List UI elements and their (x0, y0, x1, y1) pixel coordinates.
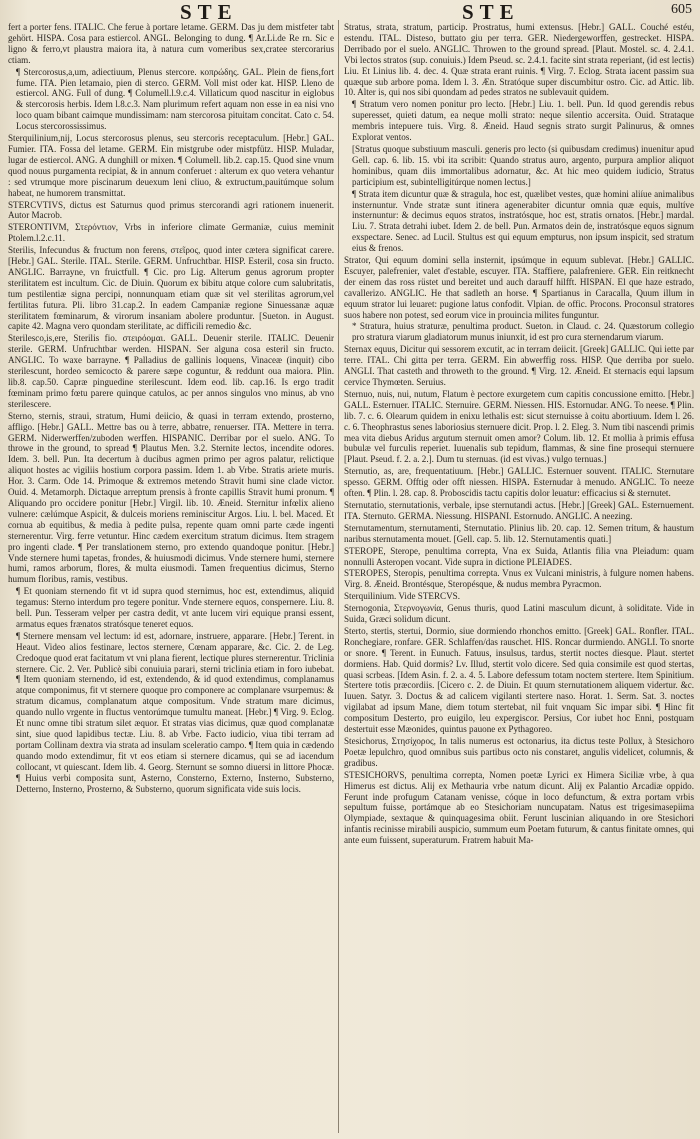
dictionary-entry: Sternutamentum, sternutamenti, Sternutatio. Plinius lib. 20. cap. 12. Semen tritum, & haustum naribus sternutamenta mouet. [Gell. cap. 5. lib. 12. Sternutamentis quati.] (344, 522, 694, 544)
dictionary-entry: Sternax equus, Dicitur qui sessorem excutit, ac in terram deiicit. [Greek] GALLIC. Qui iette par terre. ITAL. Chi gitta per terra. GERM. Ein abwerffig ross. HISP. Que derriba por suelo. ANGLI. That casteth and throweth to the ground. ¶ Virg. 12. Æneid. Et sternacis equi lapsum cervice Thymœten. Seruius. (344, 344, 694, 387)
dictionary-entry: Sternogonia, Στερνογωνία, Genus thuris, quod Latini masculum dicunt, à soliditate. Vide in Suida, Græci solidum dicunt. (344, 603, 694, 625)
page-number: 605 (671, 2, 692, 17)
dictionary-entry: ¶ Stercorosus,a,um, adiectiuum, Plenus stercore. κοπρώδης. GAL. Plein de fiens,fort fume. ITA. Pien letamaio, pien di sterco. GERM. Voll mist oder kat. HISP. Lleno de estiercol. ANG. Full of dung. ¶ Columell.l.9.c.4. Villaticum quod nascitur in eiglobus & stercorosis herbis. Idem l.8.c.3. Nam plurimum refert aquam non esse in ea nisi vno loco quam bibant caimque mundissimam: nam stercorosa pituitam concitat. Cato c. 54. Locus stercorossissimus. (16, 66, 334, 132)
dictionary-entry: STEROPES, Steropis, penultima correpta. Vnus ex Vulcani ministris, à fulgure nomen habens. Virg. 8. Æneid. Brontésque, Steropésque, & nudus membra Pyracmon. (344, 568, 694, 590)
dictionary-entry: Sterilesco,is,ere, Sterilis fio. στειρόομαι. GALL. Deuenir sterile. ITALIC. Deuenir sterile. GERM. Unfruchtbar werden. HISPAN. Ser alguna cosa esteril sin fructo. ANGLIC. To waxe barrayne. ¶ Palladius de gallinis loquens, Vinaceæ (inquit) cibo sterilescunt, hordeo semicocto & parere sæpe coguntur, & reddunt oua maiora. Plin. lib.8. cap.50. Capræ pinguedine sterilescunt. Idem eod. lib. cap.16. Is ergo tradit fœminam primo fœtu parere quinque catulos, ac per annos singulos vno minus, ab vno sterilescere. (8, 333, 334, 409)
dictionary-entry: STESICHORVS, penultima correpta, Nomen poetæ Lyrici ex Himera Siciliæ vrbe, à qua Himerus est dictus. Alij ex Methauria vrbe natum dicunt. Alij ex Palantio Arcadiæ oppido. Ferunt inde profugum Catanam venisse, cóque in loco defunctum, & extra portam vrbis sepultum fuisse, portámque ab eo Stesichoriam nuncupatam. Natus est trigesimasepiima Olympiade, sextaque & quinquagesima obiit. Ferunt luscinian aliquando in ore Stesichori infantis recinisse mirabili auspicio, summum eum Poetam futurum, & cantus finitate omnes, qui ante eum fuissent, superaturum. Fratrem habuit Ma- (344, 769, 694, 846)
right-column (344, 22, 694, 1133)
dictionary-entry: Stesichorus, Στησίχορος, In talis numerus est octonarius, ita dictus teste Pollux, à Stesichoro Poetæ lepulchro, quod omnibus suis partibus octo nis constaret, angulis videlicet, columnis, & gradibus. (344, 736, 694, 768)
dictionary-entry: ¶ Strata item dicuntur quæ & stragula, hoc est, quælibet vestes, quæ homini aliíue animalibus insternuntur. Vnde stratæ sunt itinera agenerabiter dicuntur omnia quæ equis, multíve insternuntur: & decimus equos stratos, instratósque, hoc est, stratis ornatos. [Hebr.] mardal. Liu. 7. Strata detrahi iubet. Idem 2. de bell. Pun. Armatos dein de, instratósque equos signum exspectare. Senec. ad Lucil. Stultus est qui equum empturus, non ipsum inspicit, sed stratum eius & frenos. (352, 188, 694, 254)
dictionary-entry: Strator, Qui equum domini sella insternit, ipsúmque in equum sublevat. [Hebr.] GALLIC. Escuyer, palefrenier, valet d'estable, escuyer. ITA. Staffiere, palafreniere. GER. Ein reitknecht der einem das ross rüstet und bereitet und auch darauff hilfft. HISPAN. El que haze estrado, cavallerizo. ANGLIC. He that sadleth an horse. ¶ Spartianus in Caracalla, Quum illum in equum strator lui leuaret: pugione latus confodit. Vlpian. de offic. Procons. Proconsul stratores suos habere non potest, sed eorum vice in prouincia milites funguntur. (344, 255, 694, 320)
dictionary-entry: STERCVTIVS, dictus est Saturnus quod primus stercorandi agri rationem inuenerit. Autor Macrob. (8, 199, 334, 221)
dictionary-entry: STERONTIVM, Στερόντιον, Vrbs in inferiore climate Germaniæ, cuius meminit Ptolem.l.2.c.11. (8, 222, 334, 244)
dictionary-entry: STEROPE, Sterope, penultima correpta, Vna ex Suida, Atlantis filia vna Pleiadum: quam nonnulli Asteropen vocant. Vide supra in dictione PLEIADES. (344, 545, 694, 567)
dictionary-entry: [Stratus quoque substiuum masculi. generis pro lecto (si quibusdam credimus) inuenitur apud Gell. cap. 6. lib. 15. vbi ita scribit: Quando stratus auro, argento, purpura amplior aliquot hominibus, quam diis immortalibus adornatur, &c. At hic meo quidem iudicio, Stratus participium est, subintelligitúrque nomen lectus.] (352, 143, 694, 187)
dictionary-entry: Sternutatio, sternutationis, verbale, ipse sternutandi actus. [Hebr.] [Greek] GAL. Esternuement. ITA. Sternuto. GERMA. Niessung. HISPANI. Estornudo. ANGLIC. A neezing. (344, 499, 694, 521)
dictionary-entry: Sternutio, as, are, frequentatiuum. [Hebr.] GALLIC. Esternuer souvent. ITALIC. Sternutare spesso. GERM. Offtig oder offt niessen. HISPA. Esternudar à menudo. ANGLIC. To neeze often. ¶ Plin. l. 28. cap. 8. Proboscidis tactu capitis dolor leuatur: efficacius si & sternutet. (344, 466, 694, 499)
header-right-word: STE (462, 0, 520, 24)
dictionary-entry: * Stratura, huius straturæ, penultima product. Sueton. in Claud. c. 24. Quæstorum collegio pro stratura viarum gladiatorum munus iniunxit, id est pro cura sternendarum viarum. (352, 321, 694, 343)
left-column (8, 22, 334, 1133)
dictionary-entry: Sterto, stertis, stertui, Dormio, siue dormiendo rhonchos emitto. [Greek] GAL. Ronfler. ITAL. Ronchegiare, ronfare. GER. Schlaffen/das rauschet. HIS. Roncar durmiendo. ANGLI. To snorte or snore. ¶ Terent. in Eunuch. Fatuus, insulsus, tardus, stertit noctes diesque. Plaut. stertet dormiens. Hab. Quid dormis? Lv. Illud, stertit volo dicere. Sed quia consimile est quod stertas, quasi scrbeas. [Idem Asin. f. 2. a. 4. 5. Labore defessum totam noctem stertere. Item Spinitium. Stertere totis præcordiis. [Cicero c. 2. de Diuin. Et quum sternutationem aliquem vidertur. &c. Iuuen. Satyr. 3. Doctus & ad calicem vigilanti stertere naso. Horat. 1. Serm. Sat. 3. noctes vigilabat ad ipsum Mane, diem totum stertebat, nil fuit vnquam Sic impar sibi. ¶ Hinc fit compositum Desterto, pro euigilo, leu expergiscor. Persius, Cor iubet hoc Enni, postquam destertuit esse Mæonides, quintus pauone ex Pythagoreo. (344, 625, 694, 735)
dictionary-entry: ¶ Sternere mensam vel lectum: id est, adornare, instruere, apparare. [Hebr.] Terent. in Heaut. Video alios festinare, lectos sternere, Cœnam apparare, &c. Cic. 2. de Leg. Credoque quod erat facitatum vt vni plana fierent, lectique plures sternerentur. Triclinia sternere. Cic. 2. Ver. Publicè sibi conuiuia parari, sterni triclinia etiam in foro iubebat. ¶ Item quoniam sternendo, id est, extendendo, & id quod extendimus, complanamus atque componimus, fit vt sternere quoque pro componere ac complanare vsurpemus: & stratum dicamus, complanatum atque compositum. Vnde stratum mare dicimus, quando nullo vrgente in fluctus ventorúmque tumultu maneat. [Hebr.] ¶ Virg. 9. Eclog. Et nunc omne tibi stratum silet æquor. Et stratas vias dicimus, quæ quod complanatæ sint, siue quod lapidibus tectæ. Liu. 8. ab Vrbe. Facto iudicio, viua tibi terram ad portam Collinam dextra via strata ad insulam sceleratio campo. ¶ Item quia in cædendo quando modo extendimur, fit vt eos etiam si sternere dicamus, qui se ad iacendum collocant, vt quiescant. Idem lib. 4. Georg. Sternunt se somno diuersi in littore Phocæ. ¶ Huius verbi composita sunt, Asterno, Consterno, Externo, Insterno, Substerno, Detterno, Insterno, Prosterno, & Substerno, quorum significata vide suis locis. (16, 630, 334, 794)
dictionary-entry: Stratus, strata, stratum, particip. Prostratus, humi extensus. [Hebr.] GALL. Couché estéu, estendu. ITAL. Disteso, buttato giu per terra. GER. Niedergeworffen, gestrecket. HISPA. Derribado por el suelo. ANGLIC. Throwen to the ground spread. [Plaut. Mostel. sc. 4. 2.4.1. Vbi lectos stratos (sup. conuiuis.) Idem Pseud. sc. 2.4.1. facite sint strata reperiant, (id est lectis) Liu. Et Linius lib. 4. dec. 4. Quæ strata erant ruinis. ¶ Virg. 7. Eclog. Strata iacent passim sua quæque sub arbore poma. Idem l. 3. Æn. Stratóque super discumbitur ostro. Cic. ad Attic. lib. 10. Alter is, qui nos sibi quondam ad pedes stratos ne sublevauit quidem. (344, 22, 694, 98)
dictionary-entry: Sterquilinium. Vide STERCVS. (344, 591, 460, 602)
dictionary-entry: fert a porter fens. ITALIC. Che ferue à portare letame. GERM. Das ju dem mistfeter tabt gehört. HISPA. Cosa para estiercol. ANGL. Belonging to dung. ¶ Ar.Li.de Re rn. Sic e ligno & ferro,vt plaustra maiora ita, à natura cum vomeribus sex,cratee stercorarius ctiam. (8, 22, 334, 65)
dictionary-entry: ¶ Et quoniam sternendo fit vt id supra quod sternimus, hoc est, extendimus, aliquid tegamus: Sterno interdum pro tegere ponitur. Vnde sternere equos, conspernere. Liu. 8. bell. Pun. Tesseram velper per castra dedit, vt ante lucem viri equique pransi essent, armatus eques frænatos stratósque teneret equos. (16, 586, 334, 629)
column-rule (338, 20, 339, 1133)
dictionary-entry: Sterquilinium,nij, Locus stercorosus plenus, seu stercoris receptaculum. [Hebr.] GAL. Fumier. ITA. Fossa del letame. GERM. Ein mistgrube oder mistpfütz. HISP. Muladar, lugar de estiercol. ANG. A dunghill or mixen. ¶ Columell. lib.2. cap.15. Quod sine vnum quod nouus purgamenta recipiat, & in annum conferuet : alterum ex quo vetera vehantur : sed vtrumque more piscinarum deuexum leni cliuo, & extructum,pauitúmque solum habeat, ne humorem transmittat. (8, 133, 334, 198)
dictionary-entry: Sterilis, Infecundus & fructum non ferens, στεῖρος, quod inter cætera significat carere. [Hebr.] GAL. Sterile. ITAL. Sterile. GERM. Unfruchtbar. HISP. Esteril, cosa sin fructo. ANGLIC. Barrayne, vn fruictfull. ¶ Cic. pro Lig. Alterum genus agrorum propter sterilitatem est incultum. Cic. de Diuin. Quorum ex bibitu atque colore cum salubritatis, tum pestilentiæ signa percipi, nonnunquam etiam quæ sit vel sterilitas agrorum,vel fertilitas futura. Pli. libro 31.cap.2. In eadem Campaniæ regione Sinuessanæ aquæ sterilitatem fœminarum, & virorum insaniam abolere produntur. [Sueton. in August. capite 42. Magna vero quondam sterilitate, ac difficili remedio &c. (8, 245, 334, 332)
dictionary-entry: Sterno, sternis, straui, stratum, Humi deiicio, & quasi in terram extendo, prosterno, affligo. [Hebr.] GALL. Mettre bas ou à terre, abbatre, renuerser. ITA. Mettere in terra. GERM. Niderwerffen/zuboden werffen. HISPANIC. Derribar por el suelo. ANG. To throwe in the ground, to spread ¶ Plautus Men. 3.2. Sternite lectos, incendite odores. Idem. 3. bell. Pun. Ita decertum à ducibus agmen primo per agros palatur, relictique aliquot hostes ac vigiliis hostium corpora passim. Idem 1. ab Vrbe. Stratis ariete muris. Hor. 3. Carm. Ode 14. Primoque & extremos metendo Stravit humi sine clade victor. Ouid. 4. Metamorph. Dictaque arreptum prensis à fronte capillis Stravit humi pronum. ¶ Aliquando pro occidere ponitur [Hebr.] Virgil. lib. 10. Æneid. Sternitur infœlix alieno vulnere: cælúmque Aspicit, & dulceis moriens reminiscitur Argos. Liu. l. bel. Maced. Et cornua ab equitibus, & media à pedite pulsa, repente quam omni parte cæde ingenti sternerentur. Virg. ferre vetuntur. Hinc cædem exercitum stratum dicimus. Item stragem pro ingenti clade. ¶ Per translationem sterno, pro extendo quandoque ponitur. [Hebr.] Vnde sternere humi tapetas, frondes, & huiusmodi dicimus. Vnde sternere humi, sternere humi, ramos arborum, flores, & multa eiusmodi. Tamen frequentius dicimus, Sterno humum floribus, ramis, vestibus. (8, 410, 334, 585)
running-header (0, 0, 700, 22)
dictionary-entry: ¶ Stratum vero nomen ponitur pro lecto. [Hebr.] Liu. 1. bell. Pun. Id quod gerendis rebus superesset, quieti datum, ea neque molli strato: neque silentio accersita. Ouid. Strataque membris intepuere tuis. Virg. 8. Æneid. Haud segnis strato surgit Palinurus, & omnes Explorat ventos. (352, 99, 694, 143)
header-left-word: STE (180, 0, 238, 24)
dictionary-entry: Sternuo, nuis, nui, nutum, Flatum è pectore exurgetem cum capitis concussione emitto. [Hebr.] GALL. Esternuer. ITALIC. Sternuire. GERM. Niessen. HIS. Estornudar. ANG. To neese. ¶ Plin. lib. 7. c. 6. Olearum quidem in enixu lethalis est: sicut sternuisse à coitu abortiuum. Idem l. 26. c. 6. Theophrastus senes laboriosius sternuere dicit. Prop. l. 2. Eleg. 3. Num tibi nascendi primis mea vita diebus Aridus argutum sternuit omen amor? Colum. lib. 12. Et mollia à primis effusa bubulæ vel furculis reperiet. Iuuenalis sub tepidum, flammas, & sine fine prosequi sternuere [Plaut. Pseud. f. 2. a. 2.]. Dum tu sternuas. (id est vivas.) vulgo ternuas.] (344, 388, 694, 465)
